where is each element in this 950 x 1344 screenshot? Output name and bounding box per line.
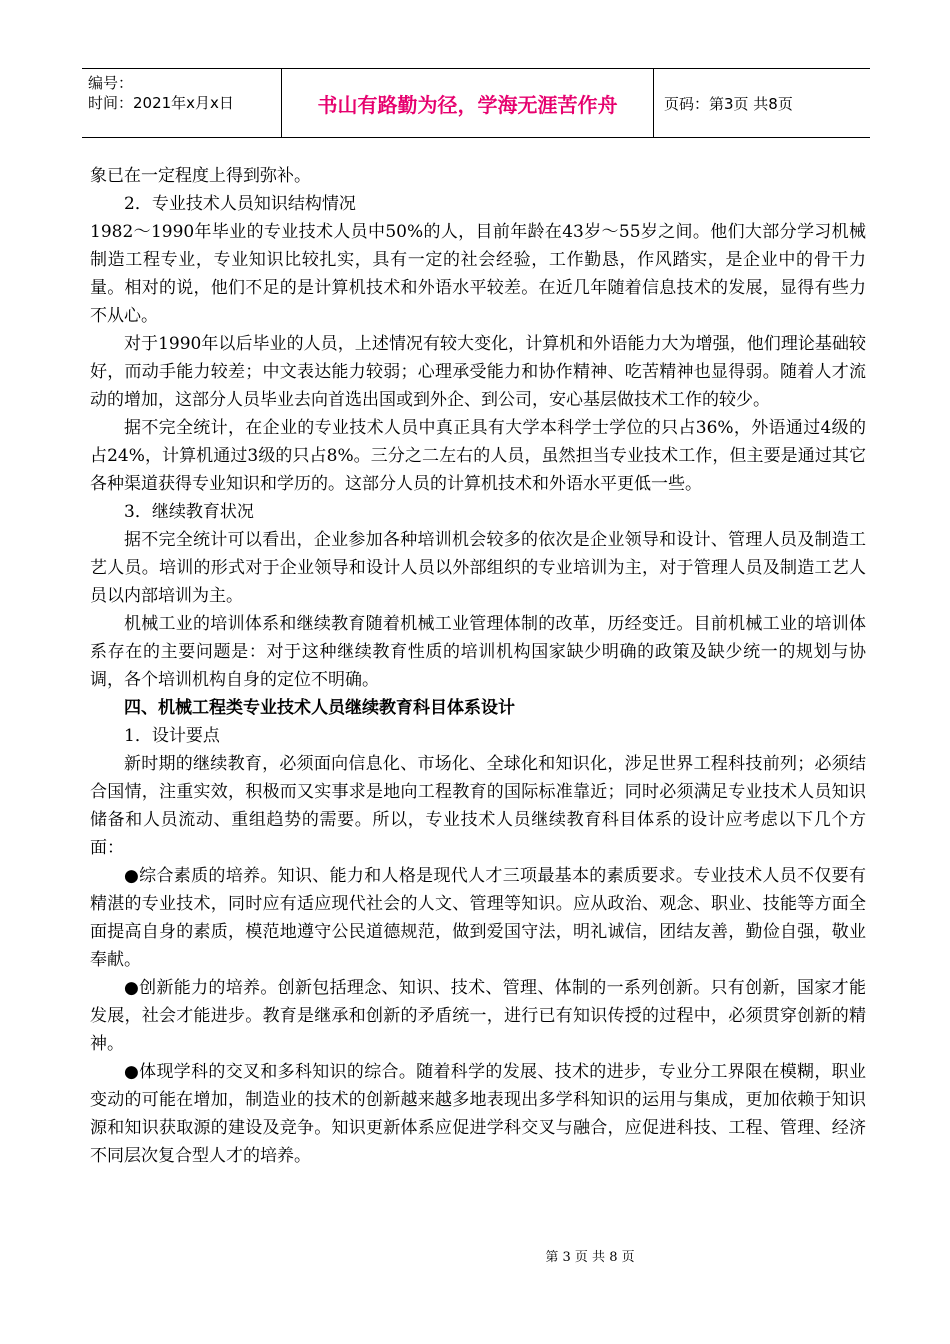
section-heading: 四、机械工程类专业技术人员继续教育科目体系设计	[124, 698, 515, 718]
document-number-label: 编号：	[88, 74, 134, 92]
header-meta-cell	[82, 69, 282, 137]
header-motto-cell	[282, 69, 654, 137]
document-time-label: 时间：2021年x月x日	[88, 94, 234, 112]
body-paragraph: 据不完全统计可以看出，企业参加各种培训机会较多的依次是企业领导和设计、管理人员及制造工艺人员。培训的形式对于企业领导和设计人员以外部组织的专业培训为主，对于管理人员及制造工艺人员以内部培训为主。	[90, 530, 866, 606]
body-paragraph: 对于1990年以后毕业的人员，上述情况有较大变化，计算机和外语能力大为增强，他们理论基础较好，而动手能力较差；中文表达能力较弱；心理承受能力和协作精神、吃苦精神也显得弱。随着人才流动的增加，这部分人员毕业去向首选出国或到外企、到公司，安心基层做技术工作的较少。	[90, 334, 866, 410]
body-paragraph: 象已在一定程度上得到弥补。	[90, 166, 311, 186]
header-page-label: 页码：第3页 共8页	[664, 94, 793, 113]
body-paragraph: 新时期的继续教育，必须面向信息化、市场化、全球化和知识化，涉足世界工程科技前列；必须结合国情，注重实效，积极而又实事求是地向工程教育的国际标准靠近；同时必须满足专业技术人员知识储备和人员流动、重组趋势的需要。所以，专业技术人员继续教育科目体系的设计应考虑以下几个方面：	[90, 754, 866, 858]
document-body	[90, 162, 866, 1170]
page-footer	[0, 1246, 950, 1265]
body-paragraph: 2．专业技术人员知识结构情况	[124, 194, 356, 214]
footer-page-number: 第 3 页 共 8 页	[545, 1250, 635, 1265]
body-paragraph: 1982～1990年毕业的专业技术人员中50%的人，目前年龄在43岁～55岁之间。他们大部分学习机械制造工程专业，专业知识比较扎实，具有一定的社会经验，工作勤恳，作风踏实，是企业中的骨干力量。相对的说，他们不足的是计算机技术和外语水平较差。在近几年随着信息技术的发展，显得有些力不从心。	[90, 222, 866, 326]
header-table	[82, 68, 870, 138]
body-paragraph: ●综合素质的培养。知识、能力和人格是现代人才三项最基本的素质要求。专业技术人员不仅要有精湛的专业技术，同时应有适应现代社会的人文、管理等知识。应从政治、观念、职业、技能等方面全面提高自身的素质，模范地遵守公民道德规范，做到爱国守法，明礼诚信，团结友善，勤俭自强，敬业奉献。	[90, 866, 866, 970]
body-paragraph: ●创新能力的培养。创新包括理念、知识、技术、管理、体制的一系列创新。只有创新，国家才能发展，社会才能进步。教育是继承和创新的矛盾统一，进行已有知识传授的过程中，必须贯穿创新的精神。	[90, 978, 866, 1054]
header-motto: 书山有路勤为径，学海无涯苦作舟	[317, 92, 618, 117]
body-paragraph: 据不完全统计，在企业的专业技术人员中真正具有大学本科学士学位的只占36%，外语通过4级的占24%，计算机通过3级的只占8%。三分之二左右的人员，虽然担当专业技术工作，但主要是通过其它各种渠道获得专业知识和学历的。这部分人员的计算机技术和外语水平更低一些。	[90, 418, 866, 494]
body-paragraph: 机械工业的培训体系和继续教育随着机械工业管理体制的改革，历经变迁。目前机械工业的培训体系存在的主要问题是：对于这种继续教育性质的培训机构国家缺少明确的政策及缺少统一的规划与协调，各个培训机构自身的定位不明确。	[90, 614, 866, 690]
body-paragraph: 1．设计要点	[124, 726, 220, 746]
header-page-cell	[654, 69, 870, 137]
body-paragraph: ●体现学科的交叉和多科知识的综合。随着科学的发展、技术的进步，专业分工界限在模糊，职业变动的可能在增加，制造业的技术的创新越来越多地表现出多学科知识的运用与集成，更加依赖于知识源和知识获取源的建设及竞争。知识更新体系应促进学科交叉与融合，应促进科技、工程、管理、经济不同层次复合型人才的培养。	[90, 1062, 866, 1166]
body-paragraph: 3．继续教育状况	[124, 502, 254, 522]
